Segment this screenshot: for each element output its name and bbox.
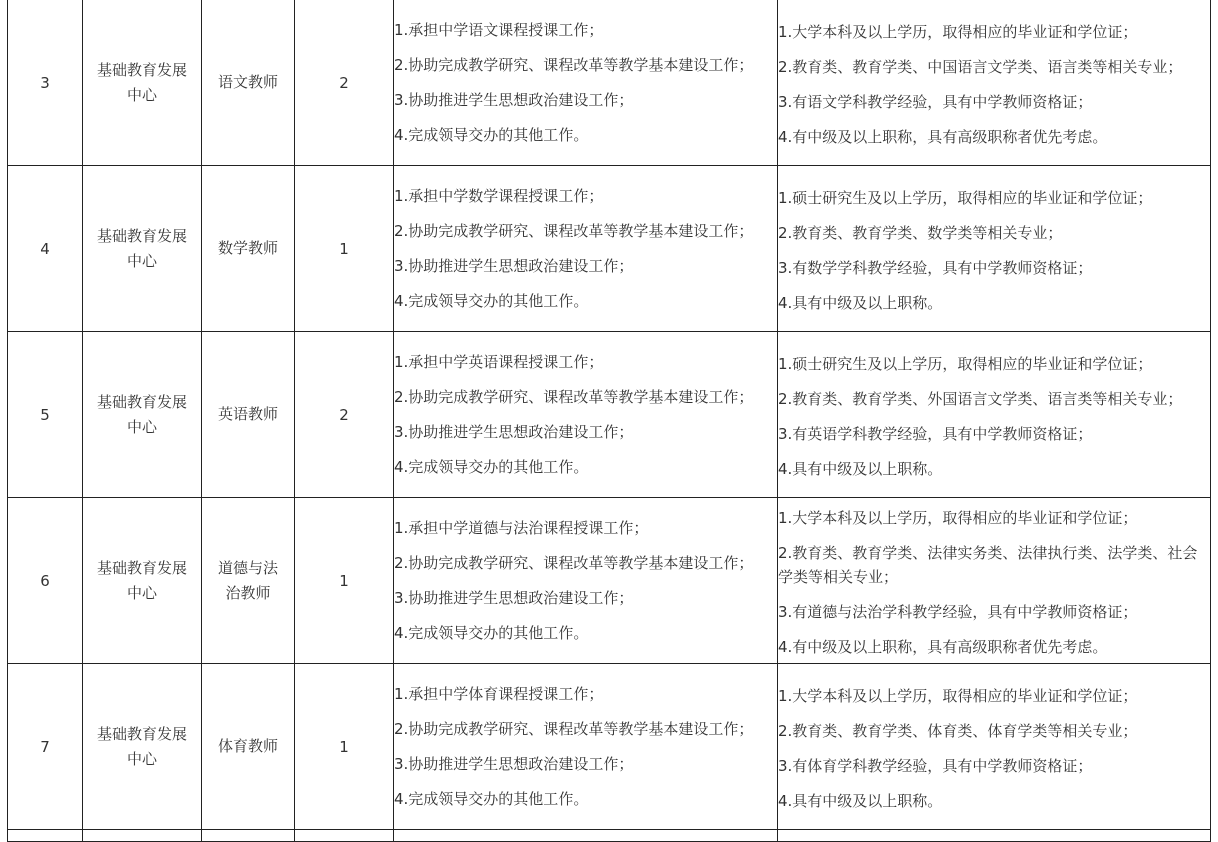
duties-cell <box>394 332 778 498</box>
duty-item: 1.承担中学语文课程授课工作； <box>394 21 604 39</box>
post-name: 体育教师 <box>217 737 278 755</box>
duty-item: 1.承担中学英语课程授课工作； <box>394 353 604 371</box>
requirement-item: 3.有数学学科教学经验，具有中学教师资格证； <box>778 258 1093 277</box>
duties-cell <box>394 498 778 664</box>
requirement-item: 4.具有中级及以上职称。 <box>778 293 943 312</box>
row-number: 4 <box>8 166 83 332</box>
duty-item: 4.完成领导交办的其他工作。 <box>394 624 589 642</box>
post-name: 语文教师 <box>217 73 278 91</box>
table-row <box>8 0 1211 166</box>
hiring-unit: 基础教育发展中心 <box>96 392 187 436</box>
empty-cell <box>295 830 394 842</box>
row-number: 5 <box>8 332 83 498</box>
empty-cell <box>778 830 1211 842</box>
table-row <box>8 664 1211 830</box>
duties-cell <box>394 0 778 166</box>
recruitment-table-body <box>8 0 1211 842</box>
headcount: 2 <box>295 332 394 498</box>
empty-cell <box>83 830 202 842</box>
duty-item: 1.承担中学道德与法治课程授课工作； <box>394 519 649 537</box>
requirement-item: 3.有语文学科教学经验，具有中学教师资格证； <box>778 92 1093 111</box>
headcount: 1 <box>295 498 394 664</box>
duty-item: 3.协助推进学生思想政治建设工作； <box>394 755 634 773</box>
headcount: 2 <box>295 0 394 166</box>
duty-item: 3.协助推进学生思想政治建设工作； <box>394 91 634 109</box>
requirement-item: 1.大学本科及以上学历，取得相应的毕业证和学位证； <box>778 22 1138 41</box>
table-row <box>8 332 1211 498</box>
requirements-cell <box>778 166 1211 332</box>
post-name-cell <box>202 332 295 498</box>
requirements-cell <box>778 332 1211 498</box>
duty-item: 4.完成领导交办的其他工作。 <box>394 458 589 476</box>
requirement-item: 4.有中级及以上职称，具有高级职称者优先考虑。 <box>778 637 1108 656</box>
hiring-unit: 基础教育发展中心 <box>96 558 187 602</box>
requirement-item: 3.有道德与法治学科教学经验，具有中学教师资格证； <box>778 602 1138 621</box>
duty-item: 4.完成领导交办的其他工作。 <box>394 126 589 144</box>
hiring-unit: 基础教育发展中心 <box>96 60 187 104</box>
requirement-item: 2.教育类、教育学类、法律实务类、法律执行类、法学类、社会学类等相关专业； <box>778 543 1198 586</box>
requirements-cell <box>778 664 1211 830</box>
post-name: 道德与法治教师 <box>217 558 278 602</box>
duty-item: 3.协助推进学生思想政治建设工作； <box>394 589 634 607</box>
requirement-item: 3.有体育学科教学经验，具有中学教师资格证； <box>778 756 1093 775</box>
duty-item: 2.协助完成教学研究、课程改革等教学基本建设工作； <box>394 56 754 74</box>
requirement-item: 2.教育类、教育学类、外国语言文学类、语言类等相关专业； <box>778 389 1183 408</box>
duty-item: 2.协助完成教学研究、课程改革等教学基本建设工作； <box>394 720 754 738</box>
row-number: 6 <box>8 498 83 664</box>
empty-cell <box>8 830 83 842</box>
hiring-unit-cell <box>83 0 202 166</box>
post-name-cell <box>202 0 295 166</box>
row-number: 7 <box>8 664 83 830</box>
hiring-unit-cell <box>83 166 202 332</box>
requirements-cell <box>778 498 1211 664</box>
post-name-cell <box>202 166 295 332</box>
headcount: 1 <box>295 166 394 332</box>
headcount: 1 <box>295 664 394 830</box>
duty-item: 1.承担中学数学课程授课工作； <box>394 187 604 205</box>
hiring-unit-cell <box>83 332 202 498</box>
requirement-item: 4.有中级及以上职称，具有高级职称者优先考虑。 <box>778 127 1108 146</box>
duties-cell <box>394 166 778 332</box>
duty-item: 4.完成领导交办的其他工作。 <box>394 790 589 808</box>
hiring-unit-cell <box>83 498 202 664</box>
post-name-cell <box>202 664 295 830</box>
post-name: 英语教师 <box>217 405 278 423</box>
empty-cell <box>202 830 295 842</box>
requirement-item: 1.硕士研究生及以上学历，取得相应的毕业证和学位证； <box>778 354 1153 373</box>
requirement-item: 2.教育类、教育学类、中国语言文学类、语言类等相关专业； <box>778 57 1183 76</box>
duty-item: 3.协助推进学生思想政治建设工作； <box>394 423 634 441</box>
duty-item: 4.完成领导交办的其他工作。 <box>394 292 589 310</box>
requirement-item: 1.硕士研究生及以上学历，取得相应的毕业证和学位证； <box>778 188 1153 207</box>
post-name-cell <box>202 498 295 664</box>
requirement-item: 4.具有中级及以上职称。 <box>778 459 943 478</box>
duty-item: 2.协助完成教学研究、课程改革等教学基本建设工作； <box>394 222 754 240</box>
duty-item: 1.承担中学体育课程授课工作； <box>394 685 604 703</box>
row-number: 3 <box>8 0 83 166</box>
duty-item: 2.协助完成教学研究、课程改革等教学基本建设工作； <box>394 388 754 406</box>
requirements-cell <box>778 0 1211 166</box>
empty-cell <box>394 830 778 842</box>
requirement-item: 1.大学本科及以上学历，取得相应的毕业证和学位证； <box>778 508 1138 527</box>
requirement-item: 1.大学本科及以上学历，取得相应的毕业证和学位证； <box>778 686 1138 705</box>
table-row-partial <box>8 830 1211 842</box>
requirement-item: 2.教育类、教育学类、数学类等相关专业； <box>778 223 1063 242</box>
duties-cell <box>394 664 778 830</box>
table-row <box>8 498 1211 664</box>
duty-item: 3.协助推进学生思想政治建设工作； <box>394 257 634 275</box>
duty-item: 2.协助完成教学研究、课程改革等教学基本建设工作； <box>394 554 754 572</box>
requirement-item: 2.教育类、教育学类、体育类、体育学类等相关专业； <box>778 721 1138 740</box>
table-row <box>8 166 1211 332</box>
hiring-unit: 基础教育发展中心 <box>96 226 187 270</box>
hiring-unit: 基础教育发展中心 <box>96 724 187 768</box>
post-name: 数学教师 <box>217 239 278 257</box>
requirement-item: 4.具有中级及以上职称。 <box>778 791 943 810</box>
hiring-unit-cell <box>83 664 202 830</box>
recruitment-table <box>7 0 1211 842</box>
requirement-item: 3.有英语学科教学经验，具有中学教师资格证； <box>778 424 1093 443</box>
